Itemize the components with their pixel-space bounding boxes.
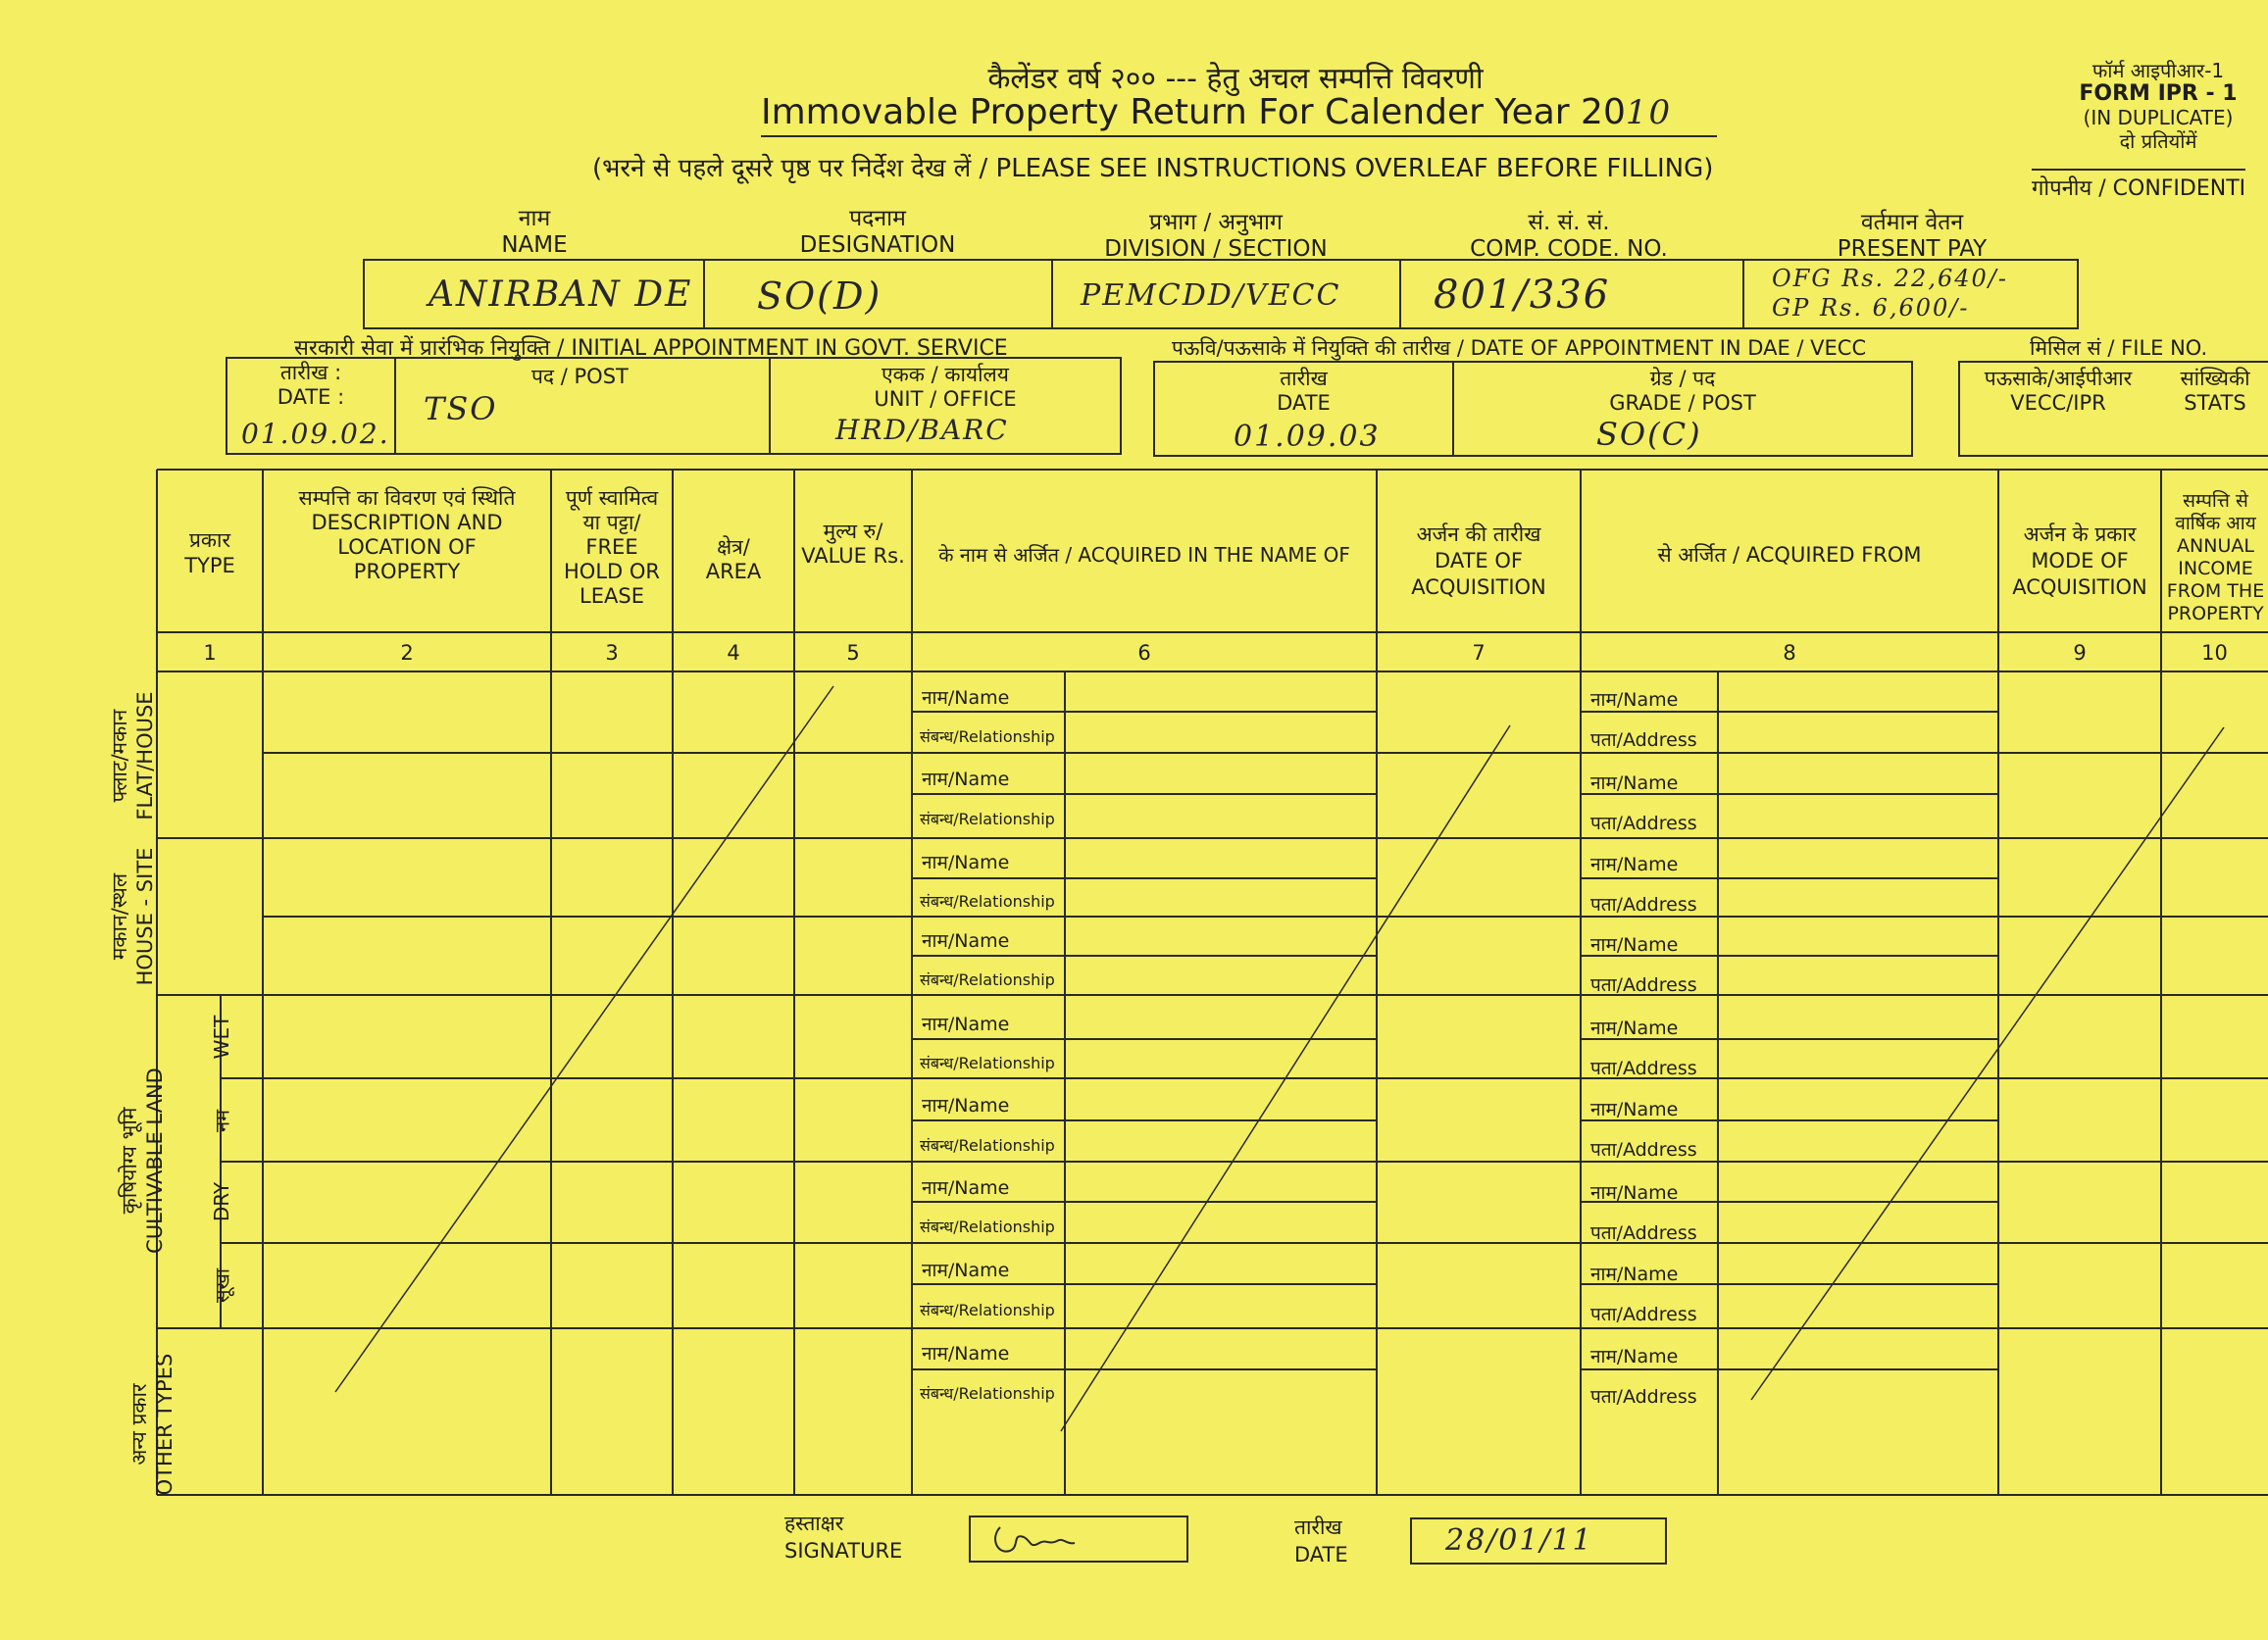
name-label: नाम NAME (501, 206, 568, 258)
cell-relationship-label: संबन्ध/Relationship (920, 1054, 1055, 1072)
col-num-5: 5 (846, 641, 860, 665)
employee-designation[interactable]: SO(D) (757, 274, 882, 318)
initial-unit-value[interactable]: HRD/BARC (835, 414, 1009, 446)
cell-address-label: पता/Address (1590, 729, 1697, 751)
division-label: प्रभाग / अनुभाग DIVISION / SECTION (1104, 210, 1328, 262)
col-area-header: क्षेत्र/ AREA (705, 535, 762, 583)
type-wet-hindi: नम (210, 1109, 234, 1133)
signature-scribble (971, 1517, 1186, 1561)
col-num-9: 9 (2073, 641, 2087, 665)
cell-address-label: पता/Address (1590, 1386, 1697, 1408)
cell-name-label: नाम/Name (922, 852, 1010, 873)
dae-grade-label: ग्रेड / पद GRADE / POST (1609, 367, 1756, 415)
col-num-10: 10 (2201, 641, 2228, 665)
cell-name-label: नाम/Name (1590, 934, 1679, 956)
dae-date-value[interactable]: 01.09.03 (1234, 420, 1381, 454)
cell-relationship-label: संबन्ध/Relationship (920, 727, 1055, 746)
confidential-label: गोपनीय / CONFIDENTI (2032, 169, 2245, 202)
cell-name-label: नाम/Name (922, 1260, 1010, 1281)
col-type-header: प्रकार TYPE (184, 528, 235, 577)
cell-name-label: नाम/Name (922, 1177, 1010, 1199)
col-income-header: सम्पत्ति से वार्षिक आय ANNUAL INCOME FROM THE PROPERTY (2166, 490, 2265, 624)
cell-address-label: पता/Address (1590, 1139, 1697, 1161)
col-freehold-header: पूर्ण स्वामित्व या पट्टा/ FREE HOLD OR LEASE (564, 486, 660, 608)
col-mode-header: अर्जन के प्रकार MODE OF ACQUISITION (2012, 522, 2147, 599)
file-no-heading: मिसिल सं / FILE NO. (2030, 336, 2208, 360)
cell-address-label: पता/Address (1590, 974, 1697, 996)
cell-name-label: नाम/Name (1590, 1264, 1679, 1285)
year-handwritten: 10 (1625, 93, 1673, 132)
cell-address-label: पता/Address (1590, 894, 1697, 916)
footer-date-box[interactable] (1410, 1517, 1667, 1565)
col-value-header: मुल्य रु/ VALUE Rs. (801, 520, 905, 568)
type-cultivable-land: कृषियोग्य भूमि CULTIVABLE LAND (118, 1068, 167, 1254)
employee-pay-line1[interactable]: OFG Rs. 22,640/- (1772, 265, 2008, 292)
type-flat-house: फ्लाट/मकान FLAT/HOUSE (108, 691, 157, 820)
cell-name-label: नाम/Name (922, 930, 1010, 952)
col-num-6: 6 (1137, 641, 1151, 665)
col-num-3: 3 (605, 641, 619, 665)
cell-relationship-label: संबन्ध/Relationship (920, 892, 1055, 911)
cell-name-label: नाम/Name (1590, 854, 1679, 875)
initial-post-label: पद / POST (531, 365, 629, 388)
cell-name-label: नाम/Name (1590, 1182, 1679, 1204)
cell-name-label: नाम/Name (1590, 772, 1679, 794)
col-num-2: 2 (400, 641, 414, 665)
dae-grade-value[interactable]: SO(C) (1596, 416, 1702, 453)
cell-name-label: नाम/Name (922, 1095, 1010, 1117)
cell-address-label: पता/Address (1590, 1304, 1697, 1325)
col-num-7: 7 (1472, 641, 1486, 665)
footer-date-label: तारीख DATE (1294, 1516, 1348, 1566)
initial-appointment-heading: सरकारी सेवा में प्रारंभिक नियुक्ति / INITIAL APPOINTMENT IN GOVT. SERVICE (294, 336, 1008, 361)
employee-comp-code[interactable]: 801/336 (1434, 273, 1611, 318)
cell-address-label: पता/Address (1590, 1058, 1697, 1079)
footer-date-value: 28/01/11 (1445, 1523, 1593, 1558)
cell-address-label: पता/Address (1590, 813, 1697, 834)
col-date-acq-header: अर्जन की तारीख DATE OF ACQUISITION (1411, 522, 1546, 599)
employee-pay-line2[interactable]: GP Rs. 6,600/- (1772, 294, 1970, 322)
employee-name[interactable]: ANIRBAN DE (428, 274, 693, 315)
initial-date-value[interactable]: 01.09.02. (241, 418, 390, 450)
type-other: अन्य प्रकार OTHER TYPES (127, 1353, 176, 1496)
cell-name-label: नाम/Name (1590, 1099, 1679, 1120)
cell-name-label: नाम/Name (922, 1343, 1010, 1365)
cell-relationship-label: संबन्ध/Relationship (920, 810, 1055, 828)
present-pay-label: वर्तमान वेतन PRESENT PAY (1837, 210, 1988, 262)
form-duplicate: (IN DUPLICATE) (2083, 106, 2234, 129)
cell-name-label: नाम/Name (922, 1014, 1010, 1035)
dae-date-label: तारीख DATE (1277, 367, 1331, 415)
col-acquired-from-header: से अर्जित / ACQUIRED FROM (1657, 543, 1922, 567)
cell-name-label: नाम/Name (922, 687, 1010, 709)
type-wet: WET (210, 1015, 233, 1060)
col-acquired-name-header: के नाम से अर्जित / ACQUIRED IN THE NAME OF (938, 543, 1350, 567)
cell-relationship-label: संबन्ध/Relationship (920, 1384, 1055, 1403)
cell-name-label: नाम/Name (1590, 689, 1679, 711)
cell-relationship-label: संबन्ध/Relationship (920, 1218, 1055, 1236)
type-dry: DRY (210, 1181, 233, 1222)
initial-unit-label: एकक / कार्यालय UNIT / OFFICE (874, 363, 1017, 411)
col-num-8: 8 (1783, 641, 1796, 665)
comp-code-label: सं. सं. सं. COMP. CODE. NO. (1470, 210, 1668, 262)
dae-appointment-heading: पऊवि/पऊसाके में नियुक्ति की तारीख / DATE OF APPOINTMENT IN DAE / VECC (1172, 336, 1867, 360)
initial-date-label: तारीख : DATE : (277, 361, 345, 409)
title-hindi: कैलेंडर वर्ष २०० --- हेतु अचल सम्पत्ति विवरणी (987, 62, 1484, 96)
cell-relationship-label: संबन्ध/Relationship (920, 1136, 1055, 1155)
type-dry-hindi: सूखा (210, 1267, 234, 1304)
col-num-1: 1 (203, 641, 217, 665)
form-hindi: फॉर्म आइपीआर-1 (2092, 59, 2225, 82)
cell-name-label: नाम/Name (1590, 1346, 1679, 1367)
cell-relationship-label: संबन्ध/Relationship (920, 1301, 1055, 1319)
cell-address-label: पता/Address (1590, 1222, 1697, 1244)
cell-relationship-label: संबन्ध/Relationship (920, 970, 1055, 989)
stats-label: सांख्यिकी STATS (2180, 367, 2250, 415)
signature-label: हस्ताक्षर SIGNATURE (784, 1512, 903, 1563)
type-house-site: मकान/स्थल HOUSE - SITE (108, 847, 157, 986)
col-description-header: सम्पत्ति का विवरण एवं स्थिति DESCRIPTION AND LOCATION OF PROPERTY (298, 486, 516, 583)
instructions-text: (भरने से पहले दूसरे पृष्ठ पर निर्देश देख लें / PLEASE SEE INSTRUCTIONS OVERLEAF BEFORE FILLING) (592, 154, 1714, 183)
designation-label: पदनाम DESIGNATION (799, 206, 956, 258)
employee-division[interactable]: PEMCDD/VECC (1081, 278, 1341, 313)
initial-post-value[interactable]: TSO (424, 390, 498, 427)
vecc-ipr-label: पऊसाके/आईपीआर VECC/IPR (1984, 367, 2133, 415)
signature-box[interactable] (969, 1516, 1188, 1563)
title-english: Immovable Property Return For Calender Year 20 (761, 92, 1626, 132)
cell-name-label: नाम/Name (1590, 1018, 1679, 1039)
form-copies: दो प्रतियोंमें (2119, 129, 2197, 153)
col-num-4: 4 (727, 641, 740, 665)
form-code: FORM IPR - 1 (2079, 81, 2238, 106)
cell-name-label: नाम/Name (922, 769, 1010, 790)
